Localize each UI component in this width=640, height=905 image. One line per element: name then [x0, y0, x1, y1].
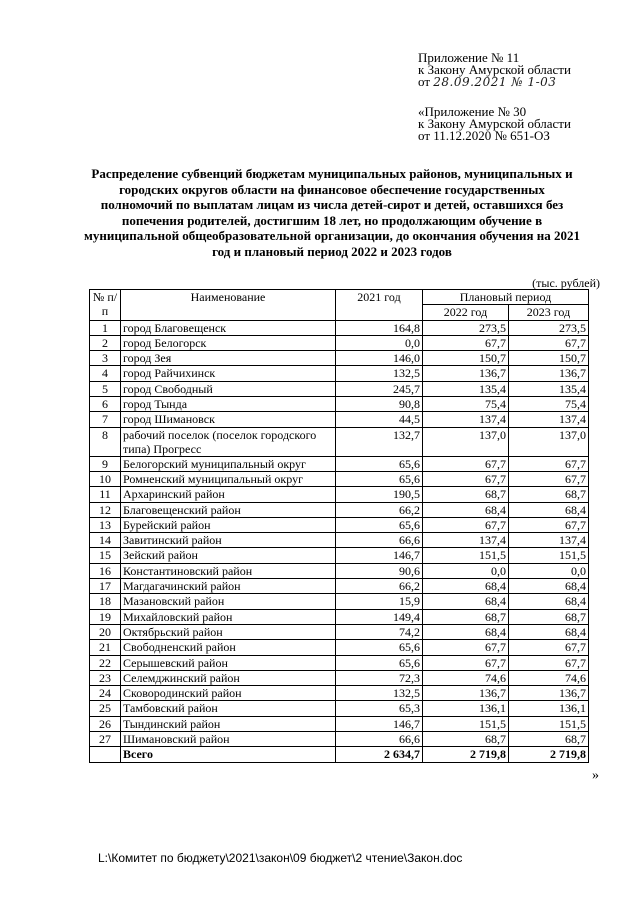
row-name: город Шимановск — [121, 412, 336, 427]
row-name: Архаринский район — [121, 487, 336, 502]
document-title: Распределение субвенций бюджетам муниципальных районов, муниципальных и городских округов области на финансовое обеспечение государственных полномочий по выплатам лицам из числа детей-сирот и детей, оставшихся без попечения родителей, достигшим 18 лет, но продолжающим обучение в муниципальной общеобразовательной организации, до окончания обучения на 2021 год и плановый период 2022 и 2023 годов — [83, 166, 580, 259]
row-2023: 68,4 — [509, 579, 589, 594]
table-row — [90, 381, 589, 396]
row-number: 27 — [90, 732, 121, 747]
row-2023: 67,7 — [509, 655, 589, 670]
row-2021: 164,8 — [336, 320, 423, 335]
table-row — [90, 655, 589, 670]
previous-annex-block — [418, 106, 571, 142]
header-name: Наименование — [121, 290, 336, 321]
row-2021: 190,5 — [336, 487, 423, 502]
row-2023: 150,7 — [509, 351, 589, 366]
row-2021: 66,2 — [336, 502, 423, 517]
row-name: Селемджинский район — [121, 670, 336, 685]
row-2022: 136,1 — [423, 701, 509, 716]
row-2022: 67,7 — [423, 655, 509, 670]
row-name: Свободненский район — [121, 640, 336, 655]
row-2021: 132,5 — [336, 686, 423, 701]
row-name: город Благовещенск — [121, 320, 336, 335]
row-2021: 72,3 — [336, 670, 423, 685]
row-2023: 137,0 — [509, 427, 589, 456]
row-number: 17 — [90, 579, 121, 594]
row-number: 5 — [90, 381, 121, 396]
row-number: 25 — [90, 701, 121, 716]
row-2021: 66,2 — [336, 579, 423, 594]
row-2022: 0,0 — [423, 563, 509, 578]
table-row — [90, 686, 589, 701]
row-name: рабочий поселок (поселок городского типа) Прогресс — [121, 427, 336, 456]
units-label: (тыс. рублей) — [532, 276, 600, 290]
annex-block — [418, 52, 571, 88]
row-2023: 137,4 — [509, 533, 589, 548]
row-number: 4 — [90, 366, 121, 381]
row-2023: 75,4 — [509, 397, 589, 412]
row-2022: 151,5 — [423, 716, 509, 731]
row-number: 18 — [90, 594, 121, 609]
table-row — [90, 427, 589, 456]
subvention-table — [89, 289, 589, 763]
table-row — [90, 533, 589, 548]
row-2021: 66,6 — [336, 533, 423, 548]
row-2022: 136,7 — [423, 366, 509, 381]
row-2023: 67,7 — [509, 335, 589, 350]
row-2021: 149,4 — [336, 609, 423, 624]
row-name: Сковородинский район — [121, 686, 336, 701]
row-2022: 137,4 — [423, 533, 509, 548]
annex-date — [418, 76, 571, 88]
row-2023: 67,7 — [509, 517, 589, 532]
annex-law: к Закону Амурской области — [418, 62, 571, 77]
row-name: город Тында — [121, 397, 336, 412]
row-2023: 74,6 — [509, 670, 589, 685]
row-number: 2 — [90, 335, 121, 350]
row-name: Мазановский район — [121, 594, 336, 609]
row-2021: 146,7 — [336, 548, 423, 563]
row-2022: 75,4 — [423, 397, 509, 412]
row-2023: 68,7 — [509, 609, 589, 624]
row-name: Тындинский район — [121, 716, 336, 731]
row-2023: 68,7 — [509, 732, 589, 747]
table-row — [90, 594, 589, 609]
previous-annex-number: «Приложение № 30 — [418, 104, 527, 119]
table-row — [90, 624, 589, 639]
row-name: Магдагачинский район — [121, 579, 336, 594]
row-name: Благовещенский район — [121, 502, 336, 517]
row-name: город Белогорск — [121, 335, 336, 350]
table-body — [90, 320, 589, 747]
header-2022: 2022 год — [423, 305, 509, 320]
file-path-footer: L:\Комитет по бюджету\2021\закон\09 бюджет\2 чтение\Закон.doc — [98, 851, 463, 865]
table-row — [90, 563, 589, 578]
row-number: 10 — [90, 471, 121, 486]
row-2021: 65,6 — [336, 640, 423, 655]
row-2022: 67,7 — [423, 471, 509, 486]
row-number: 13 — [90, 517, 121, 532]
total-label: Всего — [121, 747, 336, 762]
row-2023: 151,5 — [509, 716, 589, 731]
table-row — [90, 397, 589, 412]
table-row — [90, 548, 589, 563]
table-row — [90, 412, 589, 427]
row-2022: 68,7 — [423, 609, 509, 624]
row-2022: 68,4 — [423, 579, 509, 594]
table-row — [90, 517, 589, 532]
row-name: Константиновский район — [121, 563, 336, 578]
row-2023: 136,7 — [509, 686, 589, 701]
total-row — [90, 747, 589, 762]
row-2022: 68,4 — [423, 502, 509, 517]
table-row — [90, 732, 589, 747]
row-2021: 65,6 — [336, 517, 423, 532]
row-2021: 65,6 — [336, 471, 423, 486]
row-name: город Свободный — [121, 381, 336, 396]
row-2023: 137,4 — [509, 412, 589, 427]
table-row — [90, 487, 589, 502]
annex-date-prefix: от — [418, 74, 431, 89]
table-row — [90, 716, 589, 731]
header-number: № п/п — [90, 290, 121, 321]
row-2021: 132,5 — [336, 366, 423, 381]
row-2022: 68,7 — [423, 487, 509, 502]
row-number: 20 — [90, 624, 121, 639]
row-2022: 273,5 — [423, 320, 509, 335]
total-empty-cell — [90, 747, 121, 762]
previous-annex-law: к Закону Амурской области — [418, 116, 571, 131]
row-name: город Райчихинск — [121, 366, 336, 381]
table-row — [90, 351, 589, 366]
row-2023: 67,7 — [509, 456, 589, 471]
row-number: 7 — [90, 412, 121, 427]
table-row — [90, 456, 589, 471]
row-number: 26 — [90, 716, 121, 731]
row-number: 11 — [90, 487, 121, 502]
row-2023: 135,4 — [509, 381, 589, 396]
row-name: город Зея — [121, 351, 336, 366]
row-2022: 67,7 — [423, 640, 509, 655]
row-number: 12 — [90, 502, 121, 517]
row-2021: 90,8 — [336, 397, 423, 412]
row-2022: 68,7 — [423, 732, 509, 747]
row-2022: 74,6 — [423, 670, 509, 685]
row-2023: 273,5 — [509, 320, 589, 335]
row-number: 3 — [90, 351, 121, 366]
row-2022: 67,7 — [423, 517, 509, 532]
table-row — [90, 335, 589, 350]
header-planned-period: Плановый период — [423, 290, 589, 305]
row-2021: 65,6 — [336, 655, 423, 670]
row-2022: 68,4 — [423, 624, 509, 639]
annex-number: Приложение № 11 — [418, 50, 520, 65]
row-2023: 136,7 — [509, 366, 589, 381]
table-row — [90, 366, 589, 381]
row-2021: 74,2 — [336, 624, 423, 639]
row-number: 24 — [90, 686, 121, 701]
row-2023: 67,7 — [509, 471, 589, 486]
row-number: 8 — [90, 427, 121, 456]
total-2023: 2 719,8 — [509, 747, 589, 762]
row-name: Михайловский район — [121, 609, 336, 624]
row-2021: 65,3 — [336, 701, 423, 716]
row-2021: 0,0 — [336, 335, 423, 350]
row-name: Октябрьский район — [121, 624, 336, 639]
row-2021: 15,9 — [336, 594, 423, 609]
row-2022: 67,7 — [423, 335, 509, 350]
row-number: 19 — [90, 609, 121, 624]
row-number: 6 — [90, 397, 121, 412]
row-number: 9 — [90, 456, 121, 471]
row-name: Бурейский район — [121, 517, 336, 532]
row-name: Серышевский район — [121, 655, 336, 670]
row-2023: 0,0 — [509, 563, 589, 578]
row-2023: 136,1 — [509, 701, 589, 716]
row-2022: 151,5 — [423, 548, 509, 563]
table-row — [90, 609, 589, 624]
row-2023: 68,4 — [509, 624, 589, 639]
row-2023: 68,7 — [509, 487, 589, 502]
row-2022: 137,0 — [423, 427, 509, 456]
row-number: 14 — [90, 533, 121, 548]
row-number: 15 — [90, 548, 121, 563]
row-2021: 132,7 — [336, 427, 423, 456]
row-2021: 90,6 — [336, 563, 423, 578]
row-number: 1 — [90, 320, 121, 335]
table-row — [90, 640, 589, 655]
row-2021: 146,0 — [336, 351, 423, 366]
row-2023: 68,4 — [509, 502, 589, 517]
closing-quote: » — [592, 768, 599, 783]
total-2021: 2 634,7 — [336, 747, 423, 762]
row-name: Тамбовский район — [121, 701, 336, 716]
row-number: 22 — [90, 655, 121, 670]
row-2022: 136,7 — [423, 686, 509, 701]
row-2021: 44,5 — [336, 412, 423, 427]
table-row — [90, 320, 589, 335]
row-number: 23 — [90, 670, 121, 685]
row-2022: 150,7 — [423, 351, 509, 366]
row-name: Завитинский район — [121, 533, 336, 548]
row-number: 16 — [90, 563, 121, 578]
table-row — [90, 502, 589, 517]
row-2023: 67,7 — [509, 640, 589, 655]
row-name: Белогорский муниципальный округ — [121, 456, 336, 471]
row-number: 21 — [90, 640, 121, 655]
row-2021: 146,7 — [336, 716, 423, 731]
header-2023: 2023 год — [509, 305, 589, 320]
header-2021: 2021 год — [336, 290, 423, 321]
table-row — [90, 701, 589, 716]
table-row — [90, 471, 589, 486]
row-2021: 65,6 — [336, 456, 423, 471]
row-name: Ромненский муниципальный округ — [121, 471, 336, 486]
row-name: Шимановский район — [121, 732, 336, 747]
row-2022: 68,4 — [423, 594, 509, 609]
table-row — [90, 579, 589, 594]
previous-annex-date: от 11.12.2020 № 651-ОЗ — [418, 128, 550, 143]
row-2021: 66,6 — [336, 732, 423, 747]
row-2022: 135,4 — [423, 381, 509, 396]
handwritten-date: 28.09.2021 № 1-03 — [433, 75, 557, 89]
table-row — [90, 670, 589, 685]
row-2021: 245,7 — [336, 381, 423, 396]
row-2023: 68,4 — [509, 594, 589, 609]
total-2022: 2 719,8 — [423, 747, 509, 762]
row-2023: 151,5 — [509, 548, 589, 563]
row-2022: 67,7 — [423, 456, 509, 471]
row-2022: 137,4 — [423, 412, 509, 427]
row-name: Зейский район — [121, 548, 336, 563]
